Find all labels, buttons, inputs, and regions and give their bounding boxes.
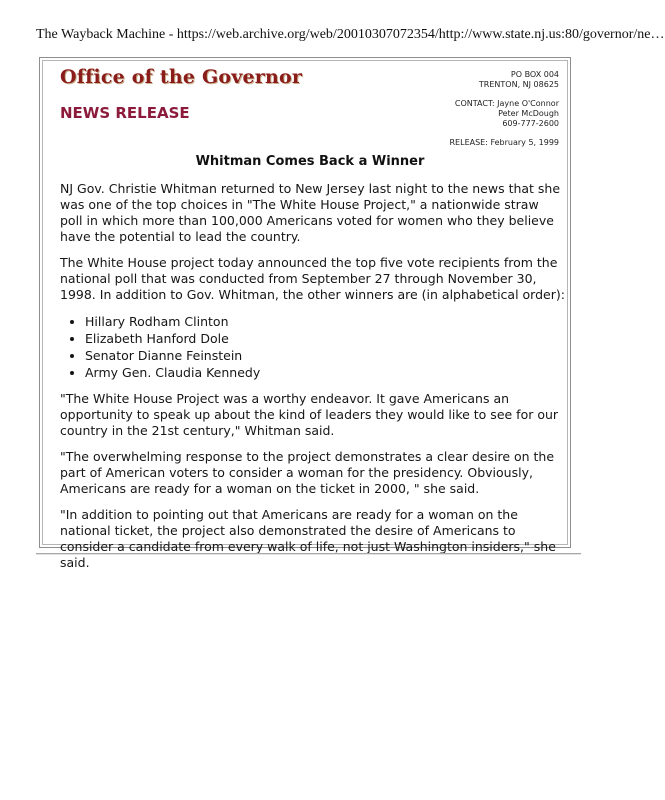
release-date: RELEASE: February 5, 1999 <box>449 138 559 147</box>
contact-name-2: Peter McDough <box>498 109 559 118</box>
winner-item: • Hillary Rodham Clinton <box>85 313 565 330</box>
news-release-label: NEWS RELEASE <box>60 104 190 122</box>
winners-list <box>60 313 565 381</box>
winner-item: • Army Gen. Claudia Kennedy <box>85 364 565 381</box>
article-paragraph-5: "In addition to pointing out that Americans are ready for a woman on the national ticket, the project also demonstrated the desire of Americans to consider a candidate from every walk of life, not just Washington insiders," she said. <box>60 507 556 570</box>
page-divider <box>36 553 581 555</box>
article-paragraph-1: NJ Gov. Christie Whitman returned to New Jersey last night to the news that she was one of the top choices in "The White House Project," a nationwide straw poll in which more than 100,000 Americans voted for women who they believe have the potential to lead the country. <box>60 181 561 244</box>
office-title: Office of the Governor <box>60 66 303 88</box>
winner-item: • Elizabeth Hanford Dole <box>85 330 565 347</box>
article-body <box>60 181 565 581</box>
city-zip: TRENTON, NJ 08625 <box>478 80 559 89</box>
masthead <box>60 66 320 96</box>
contact-info <box>379 70 559 148</box>
archive-url-header: The Wayback Machine - https://web.archive.org/web/20010307072354/http://www.state.nj.us:80/governor/ne… <box>36 27 665 42</box>
winner-item: • Senator Dianne Feinstein <box>85 347 565 364</box>
po-box: PO BOX 004 <box>510 70 559 79</box>
article-paragraph-3: "The White House Project was a worthy endeavor. It gave Americans an opportunity to speak up about the kind of leaders they would like to see for our country in the 21st century," Whitman said. <box>60 391 559 438</box>
article-headline: Whitman Comes Back a Winner <box>195 154 425 169</box>
article-paragraph-4: "The overwhelming response to the project demonstrates a clear desire on the part of American voters to consider a woman for the presidency. Obviously, Americans are ready for a woman on the ticket in 2000, " she said. <box>60 449 555 496</box>
contact-phone: 609-777-2600 <box>502 119 559 128</box>
contact-gap <box>379 90 559 99</box>
release-gap <box>379 129 559 138</box>
contact-name-1: CONTACT: Jayne O'Connor <box>454 99 559 108</box>
article-paragraph-2: The White House project today announced the top five vote recipients from the national poll that was conducted from September 27 through November 30, 1998. In addition to Gov. Whitman, the other winners are (in alphabetical order): <box>60 255 565 302</box>
